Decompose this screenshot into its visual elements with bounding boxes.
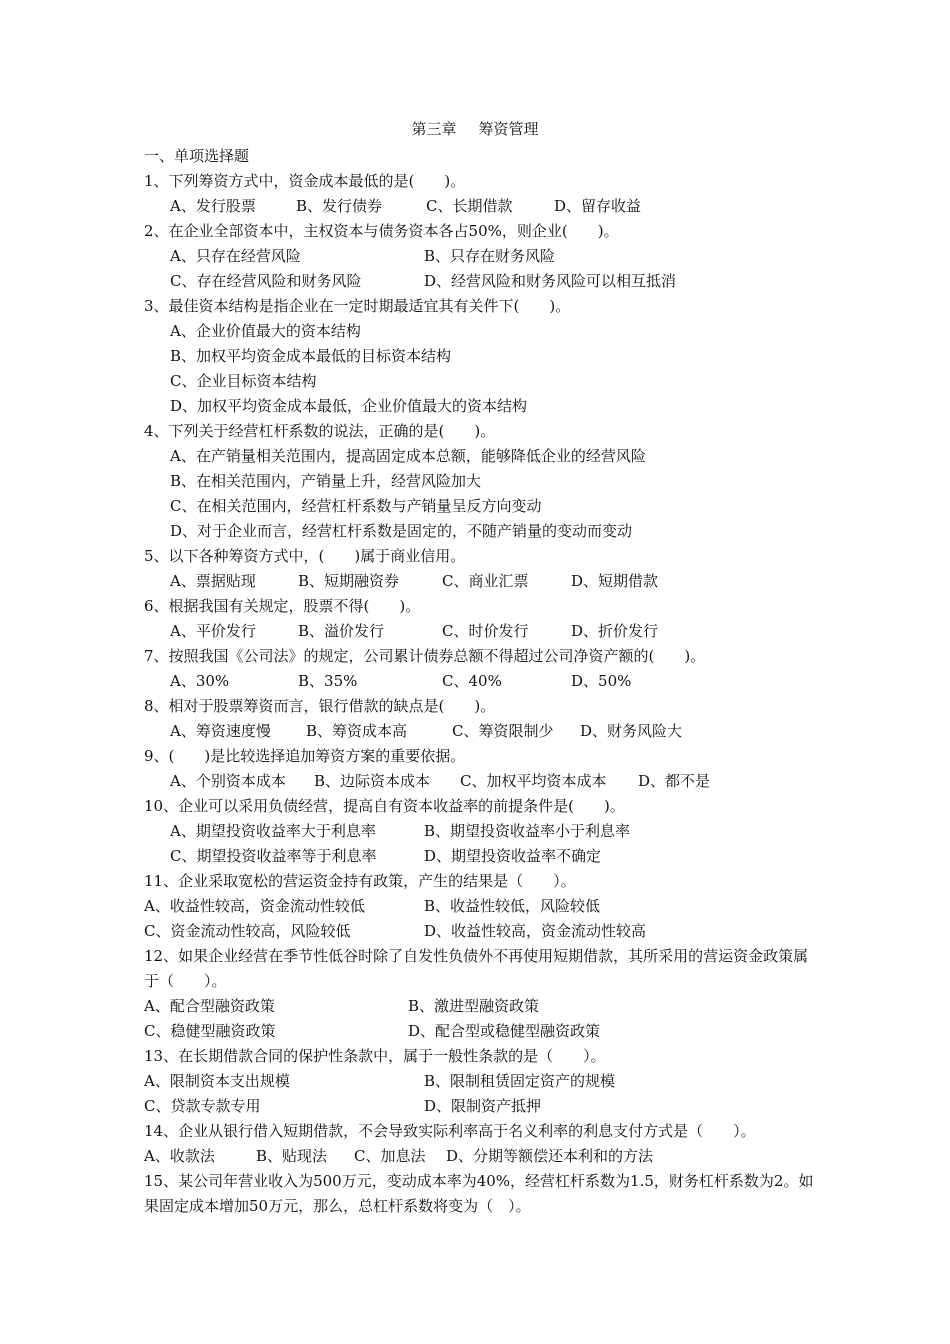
option-row <box>144 194 814 219</box>
answer-option: B、短期融资券 <box>298 572 400 590</box>
question-stem: 14、企业从银行借入短期借款，不会导致实际利率高于名义利率的利息支付方式是（ ）。 <box>144 1122 756 1140</box>
answer-option: D、折价发行 <box>571 622 659 640</box>
question-stem: 8、相对于股票筹资而言，银行借款的缺点是( )。 <box>144 697 496 715</box>
option-row <box>144 844 814 869</box>
answer-option: A、发行股票 <box>170 197 256 215</box>
answer-option: D、50% <box>571 672 632 690</box>
question-stem: 13、在长期借款合同的保护性条款中，属于一般性条款的是（ ）。 <box>144 1047 606 1065</box>
option-row <box>144 719 814 744</box>
answer-option: A、在产销量相关范围内，提高固定成本总额，能够降低企业的经营风险 <box>170 447 646 465</box>
question-stem: 4、下列关于经营杠杆系数的说法，正确的是( )。 <box>144 422 496 440</box>
answer-option: C、企业目标资本结构 <box>170 372 317 390</box>
answer-option: A、收款法 <box>144 1147 215 1165</box>
question-list <box>144 144 814 1219</box>
answer-option: D、限制资产抵押 <box>424 1097 542 1115</box>
option-row <box>144 669 814 694</box>
option-row <box>144 894 814 919</box>
answer-option: D、对于企业而言，经营杠杆系数是固定的，不随产销量的变动而变动 <box>170 522 633 540</box>
answer-option: C、存在经营风险和财务风险 <box>170 272 362 290</box>
answer-option: A、筹资速度慢 <box>170 722 271 740</box>
answer-option: C、筹资限制少 <box>452 722 554 740</box>
answer-option: D、配合型或稳健型融资政策 <box>408 1022 601 1040</box>
answer-option: A、企业价值最大的资本结构 <box>170 322 361 340</box>
question-stem: 12、如果企业经营在季节性低谷时除了自发性负债外不再使用短期借款，其所采用的营运资金政策属于（ ）。 <box>144 947 809 990</box>
answer-option: D、财务风险大 <box>580 722 683 740</box>
answer-option: A、收益性较高，资金流动性较低 <box>144 897 365 915</box>
option-row <box>144 819 814 844</box>
option-row <box>144 1144 814 1169</box>
answer-option: B、发行债券 <box>296 197 383 215</box>
option-row <box>144 569 814 594</box>
option-row <box>144 269 814 294</box>
option-row <box>144 494 814 519</box>
option-row <box>144 469 814 494</box>
answer-option: A、30% <box>170 672 230 690</box>
answer-option: D、都不是 <box>638 772 711 790</box>
answer-option: C、加权平均资本成本 <box>460 772 607 790</box>
question-stem: 9、( )是比较选择追加筹资方案的重要依据。 <box>144 747 466 765</box>
option-row <box>144 369 814 394</box>
answer-option: B、在相关范围内，产销量上升，经营风险加大 <box>170 472 482 490</box>
question-stem: 2、在企业全部资本中，主权资本与债务资本各占50%，则企业( )。 <box>144 222 619 240</box>
page-title <box>0 118 950 139</box>
option-row <box>144 769 814 794</box>
answer-option: D、收益性较高，资金流动性较高 <box>424 922 647 940</box>
answer-option: A、只存在经营风险 <box>170 247 301 265</box>
option-row <box>144 394 814 419</box>
answer-option: C、资金流动性较高，风险较低 <box>144 922 351 940</box>
answer-option: A、配合型融资政策 <box>144 997 275 1015</box>
chapter-name: 筹资管理 <box>478 120 539 138</box>
option-row <box>144 244 814 269</box>
question-stem: 1、下列筹资方式中，资金成本最低的是( )。 <box>144 172 466 190</box>
option-row <box>144 1019 814 1044</box>
answer-option: C、时价发行 <box>442 622 529 640</box>
question-stem: 6、根据我国有关规定，股票不得( )。 <box>144 597 421 615</box>
option-row <box>144 319 814 344</box>
question-stem: 10、企业可以采用负债经营，提高自有资本收益率的前提条件是( )。 <box>144 797 625 815</box>
answer-option: C、在相关范围内，经营杠杆系数与产销量呈反方向变动 <box>170 497 542 515</box>
answer-option: B、期望投资收益率小于利息率 <box>424 822 631 840</box>
answer-option: B、溢价发行 <box>298 622 385 640</box>
option-row <box>144 344 814 369</box>
answer-option: A、期望投资收益率大于利息率 <box>170 822 376 840</box>
option-row <box>144 1094 814 1119</box>
question-stem: 15、某公司年营业收入为500万元，变动成本率为40%，经营杠杆系数为1.5，财务杠杆系数为2。如果固定成本增加50万元，那么，总杠杆系数将变为（ ）。 <box>144 1172 814 1215</box>
answer-option: B、激进型融资政策 <box>408 997 540 1015</box>
answer-option: B、边际资本成本 <box>314 772 431 790</box>
answer-option: C、贷款专款专用 <box>144 1097 261 1115</box>
answer-option: A、个别资本成本 <box>170 772 286 790</box>
answer-option: D、期望投资收益率不确定 <box>424 847 602 865</box>
answer-option: C、加息法 <box>354 1147 426 1165</box>
question-stem: 7、按照我国《公司法》的规定，公司累计债券总额不得超过公司净资产额的( )。 <box>144 647 706 665</box>
answer-option: C、期望投资收益率等于利息率 <box>170 847 377 865</box>
answer-option: D、加权平均资金成本最低，企业价值最大的资本结构 <box>170 397 528 415</box>
option-row <box>144 919 814 944</box>
answer-option: B、限制租赁固定资产的规模 <box>424 1072 616 1090</box>
answer-option: D、短期借款 <box>571 572 659 590</box>
chapter-label: 第三章 <box>411 120 457 138</box>
answer-option: B、收益性较低，风险较低 <box>424 897 601 915</box>
answer-option: C、稳健型融资政策 <box>144 1022 276 1040</box>
answer-option: D、经营风险和财务风险可以相互抵消 <box>424 272 677 290</box>
answer-option: B、加权平均资金成本最低的目标资本结构 <box>170 347 452 365</box>
option-row <box>144 519 814 544</box>
question-stem: 5、以下各种筹资方式中，( )属于商业信用。 <box>144 547 466 565</box>
option-row <box>144 994 814 1019</box>
answer-option: B、35% <box>298 672 358 690</box>
answer-option: C、商业汇票 <box>442 572 529 590</box>
answer-option: B、贴现法 <box>256 1147 328 1165</box>
answer-option: D、分期等额偿还本利和的方法 <box>446 1147 654 1165</box>
answer-option: C、40% <box>442 672 502 690</box>
option-row <box>144 444 814 469</box>
question-stem: 11、企业采取宽松的营运资金持有政策，产生的结果是（ ）。 <box>144 872 576 890</box>
option-row <box>144 1069 814 1094</box>
answer-option: B、筹资成本高 <box>306 722 408 740</box>
option-row <box>144 619 814 644</box>
answer-option: B、只存在财务风险 <box>424 247 556 265</box>
answer-option: A、平价发行 <box>170 622 256 640</box>
answer-option: C、长期借款 <box>426 197 513 215</box>
answer-option: D、留存收益 <box>554 197 642 215</box>
answer-option: A、限制资本支出规模 <box>144 1072 290 1090</box>
question-stem: 3、最佳资本结构是指企业在一定时期最适宜其有关件下( )。 <box>144 297 571 315</box>
section-heading: 一、单项选择题 <box>144 147 250 165</box>
answer-option: A、票据贴现 <box>170 572 256 590</box>
